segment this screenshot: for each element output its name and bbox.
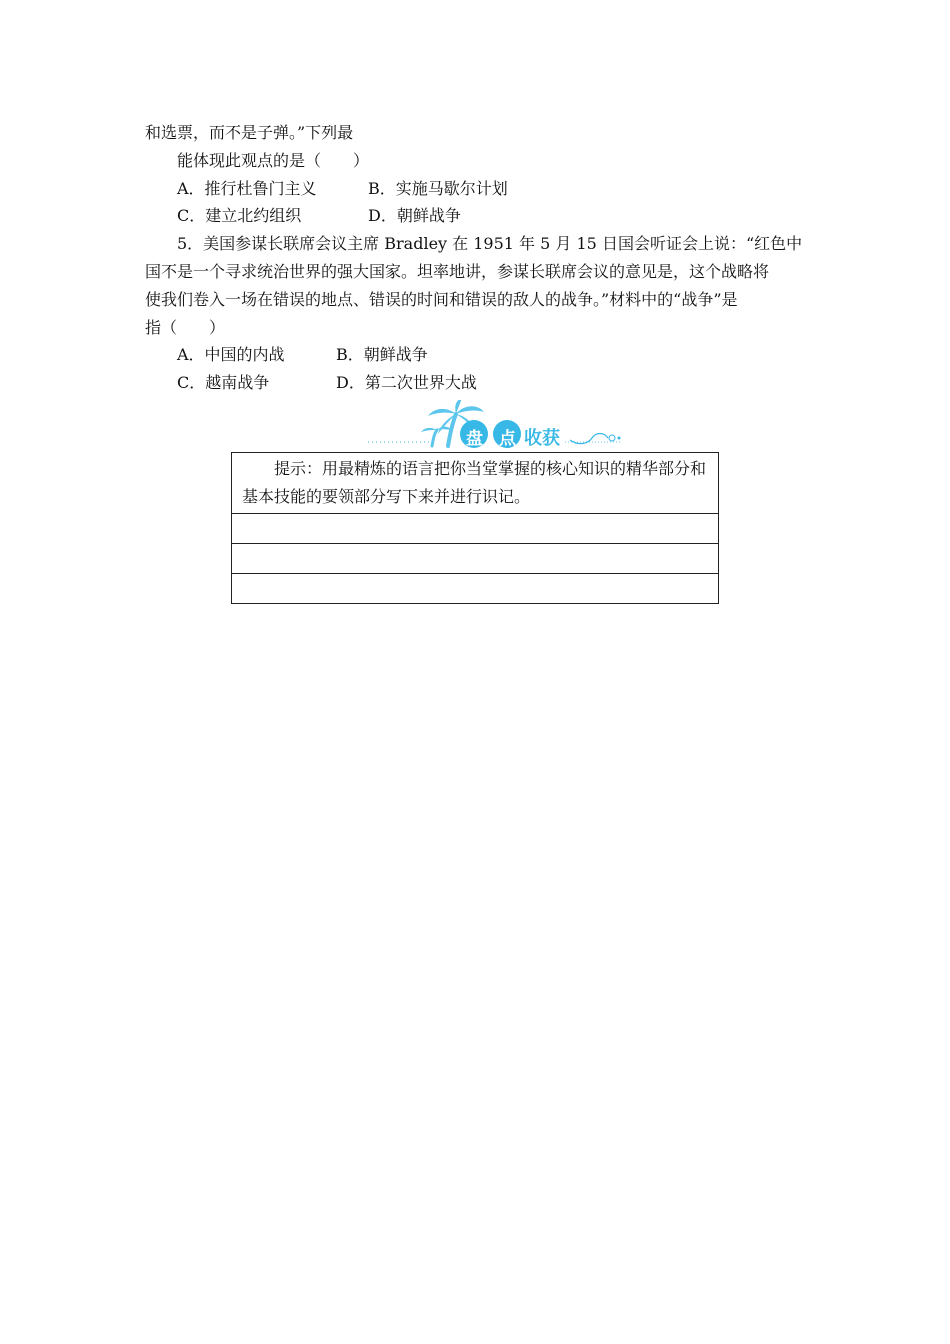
q5-stem-line-4: 指（ ） (145, 318, 226, 337)
summary-table (231, 452, 719, 604)
hint-text: 提示：用最精炼的语言把你当堂掌握的核心知识的精华部分和基本技能的要领部分写下来并进行识记。 (242, 459, 707, 506)
table-row (232, 574, 719, 604)
q5-option-d: D．第二次世界大战 (336, 373, 477, 392)
q4-option-a: A．推行杜鲁门主义 (177, 179, 317, 198)
q4-option-d: D．朝鲜战争 (368, 206, 461, 225)
table-row (232, 453, 719, 514)
summary-banner (360, 400, 630, 452)
q4-option-b: B．实施马歇尔计划 (368, 179, 508, 198)
hint-cell (232, 453, 719, 514)
q4-stem-line-2: 能体现此观点的是（ ） (177, 151, 370, 170)
q5-stem-line-3: 使我们卷入一场在错误的地点、错误的时间和错误的敌人的战争。”材料中的“战争”是 (145, 290, 738, 309)
banner-char-2: 点 (499, 429, 516, 449)
palm-tree-icon (360, 400, 630, 452)
q5-option-a: A．中国的内战 (177, 345, 285, 364)
banner-rest: 收获 (524, 428, 560, 449)
table-row (232, 544, 719, 574)
answer-cell-2[interactable] (232, 544, 719, 574)
q5-stem-line-1: 5．美国参谋长联席会议主席 Bradley 在 1951 年 5 月 15 日国会听证会上说：“红色中 (177, 234, 803, 253)
banner-char-1: 盘 (466, 429, 483, 449)
answer-cell-3[interactable] (232, 574, 719, 604)
q4-option-c: C．建立北约组织 (177, 206, 302, 225)
q4-stem-line-1: 和选票，而不是子弹。”下列最 (145, 123, 354, 142)
q5-option-b: B．朝鲜战争 (336, 345, 428, 364)
q5-option-c: C．越南战争 (177, 373, 270, 392)
q5-stem-line-2: 国不是一个寻求统治世界的强大国家。坦率地讲，参谋长联席会议的意见是，这个战略将 (145, 262, 770, 281)
answer-cell-1[interactable] (232, 514, 719, 544)
table-row (232, 514, 719, 544)
